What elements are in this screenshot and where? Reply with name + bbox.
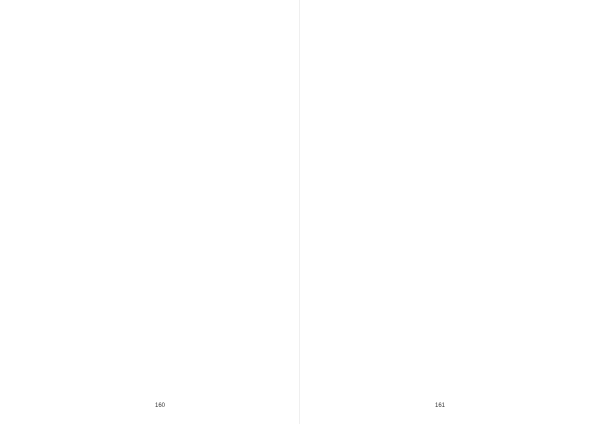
right-page-body-text	[334, 52, 546, 396]
right-page	[300, 0, 600, 424]
left-page-body-text	[54, 52, 266, 396]
left-page-number: 160	[154, 403, 165, 409]
right-page-number: 161	[434, 403, 445, 409]
